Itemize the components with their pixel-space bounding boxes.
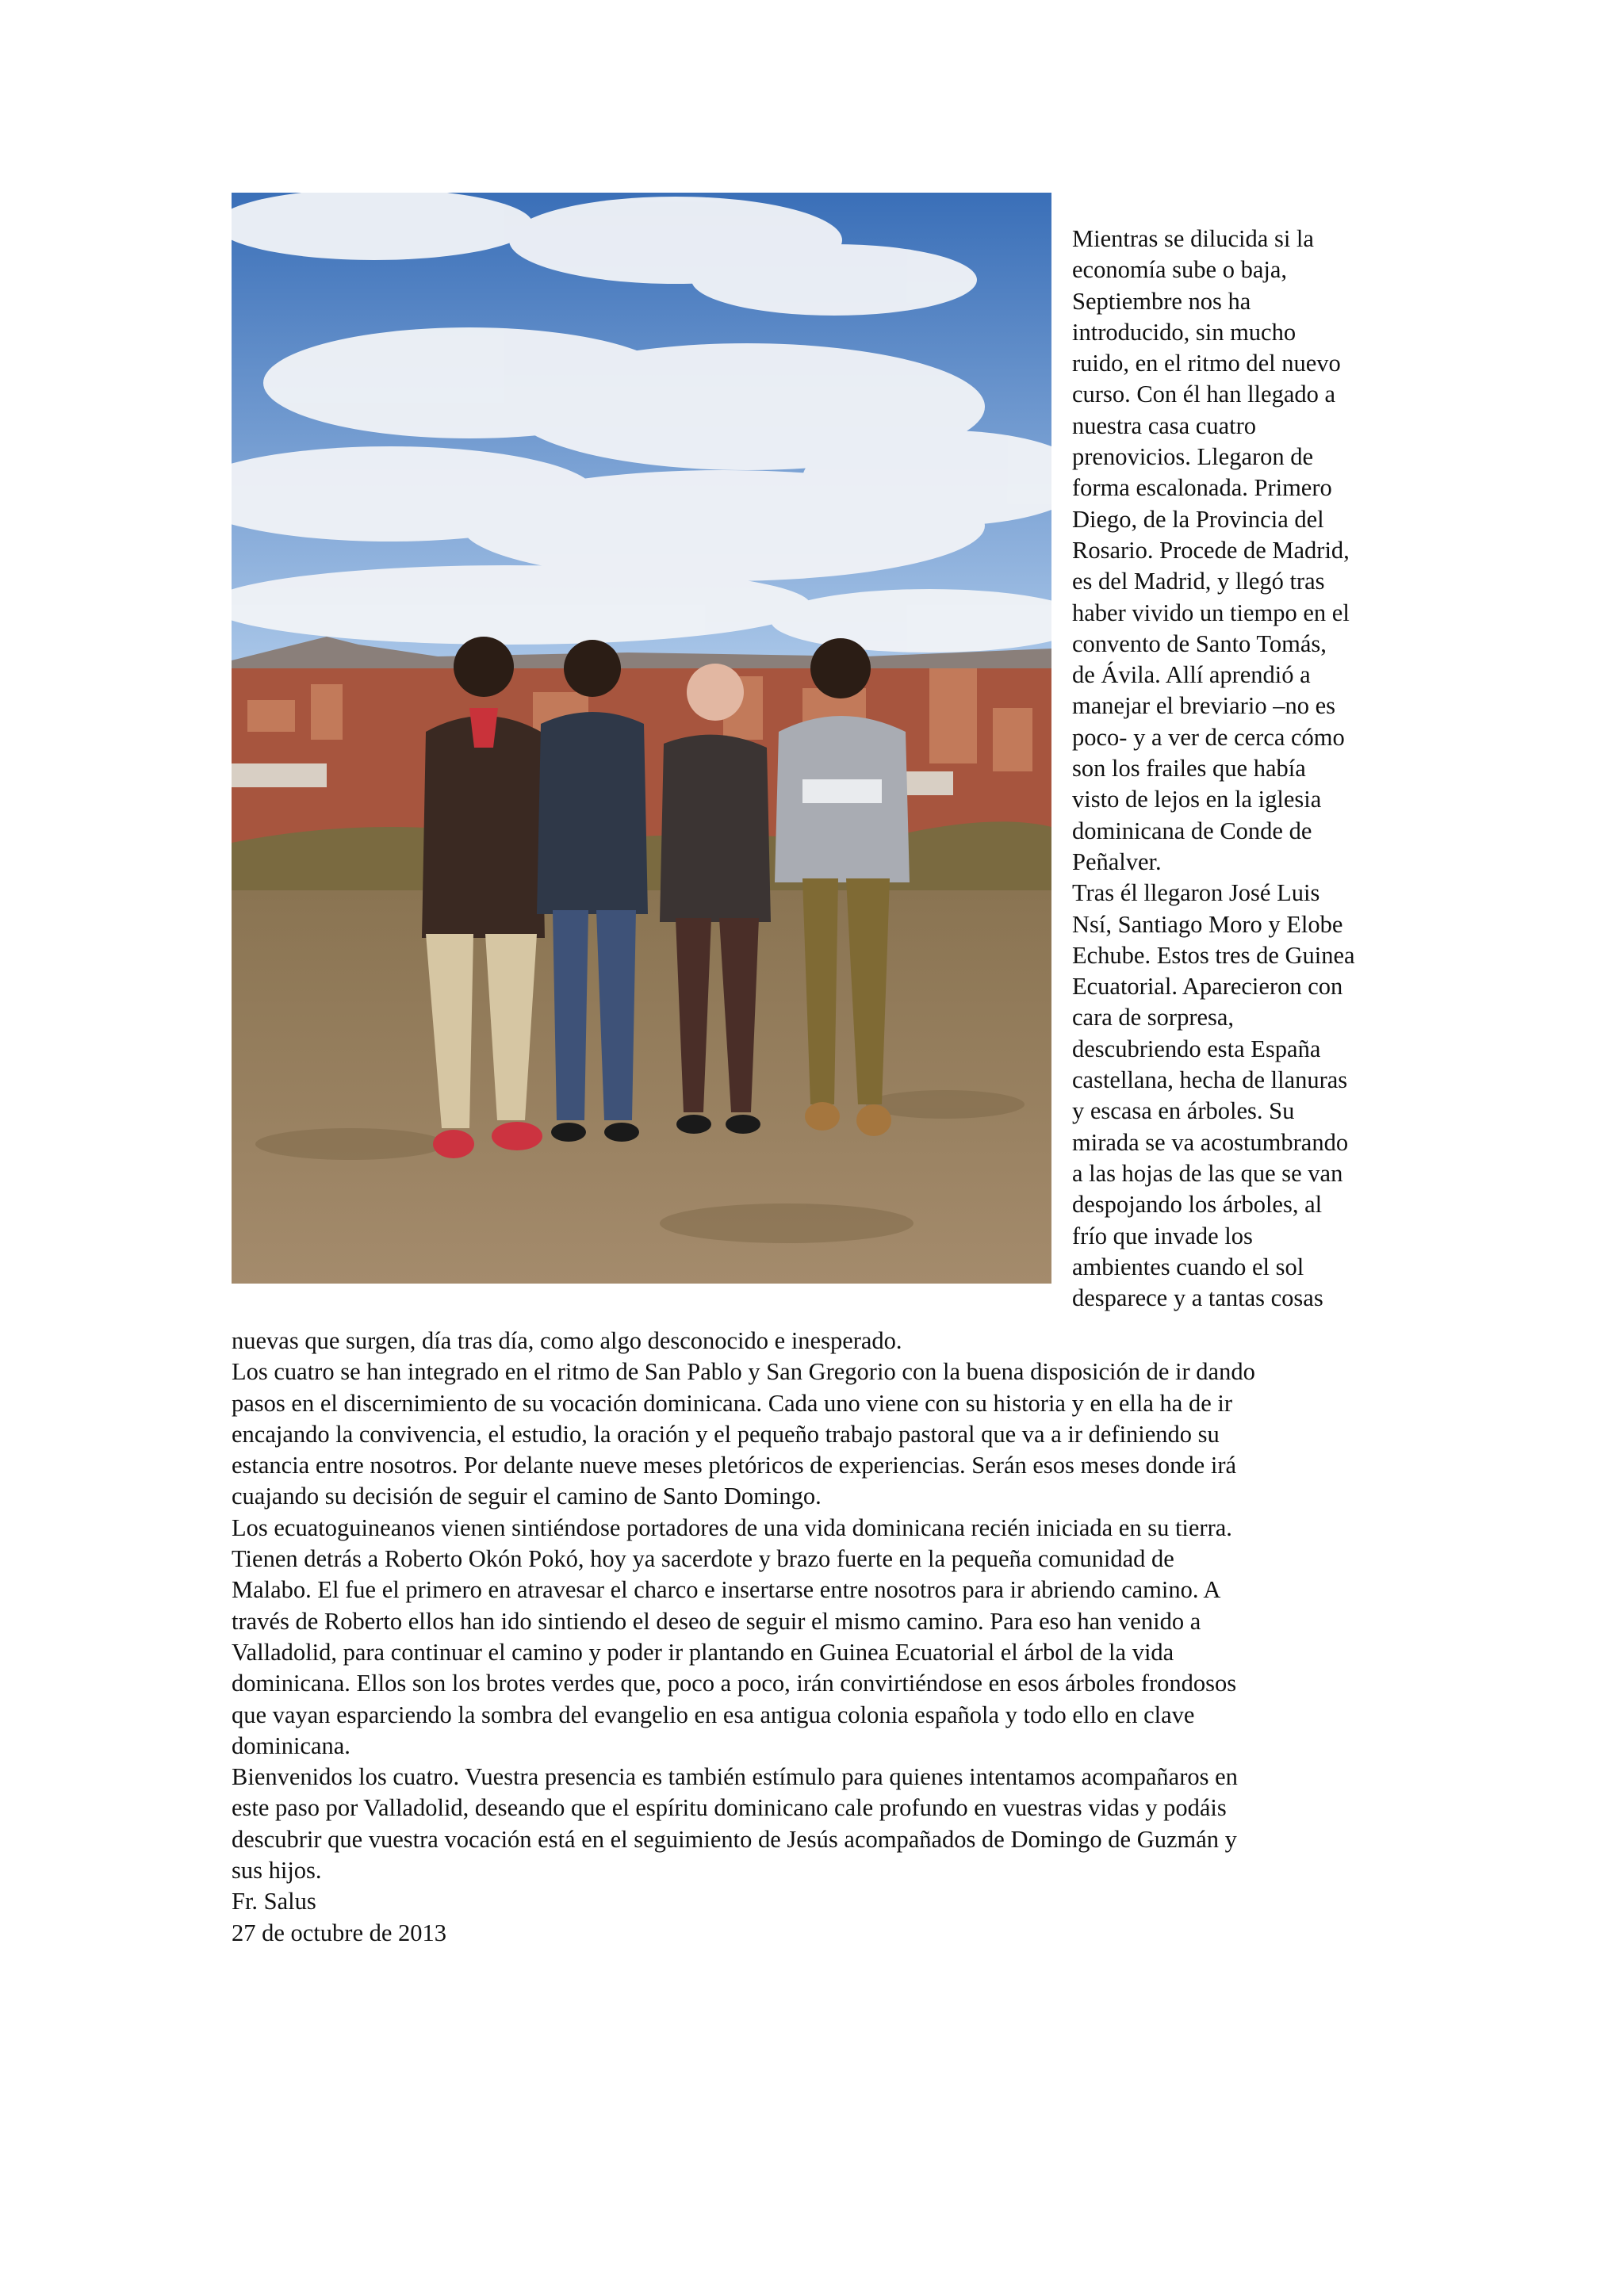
text-line: cuajando su decisión de seguir el camino de Santo Domingo.	[232, 1483, 822, 1510]
text-line: mirada se va acostumbrando	[1072, 1128, 1349, 1156]
text-line: convento de Santo Tomás,	[1072, 629, 1327, 657]
text-line: estancia entre nosotros. Por delante nueve meses pletóricos de experiencias. Serán esos meses donde irá	[232, 1452, 1237, 1479]
text-line: economía sube o baja,	[1072, 256, 1288, 284]
text-line: Rosario. Procede de Madrid,	[1072, 536, 1350, 564]
article-body-text	[232, 1326, 1397, 1949]
text-line: través de Roberto ellos han ido sintiendo el deseo de seguir el mismo camino. Para eso han venido a	[232, 1607, 1201, 1635]
text-line: Ecuatorial. Aparecieron con	[1072, 973, 1343, 1001]
text-line: y escasa en árboles. Su	[1072, 1097, 1295, 1125]
text-line: desparece y a tantas cosas	[1072, 1284, 1323, 1312]
text-line: Bienvenidos los cuatro. Vuestra presencia es también estímulo para quienes intentamos acompañaros en	[232, 1763, 1238, 1791]
text-line: introducido, sin mucho	[1072, 318, 1297, 346]
text-line: Los cuatro se han integrado en el ritmo de San Pablo y San Gregorio con la buena disposición de ir dando	[232, 1358, 1255, 1386]
text-line: dominicana.	[232, 1732, 350, 1759]
article-column-text	[1072, 224, 1397, 1314]
text-line: nuestra casa cuatro	[1072, 411, 1257, 439]
text-line: que vayan esparciendo la sombra del evangelio en esa antigua colonia española y todo ello en clave	[232, 1701, 1195, 1728]
text-line: ruido, en el ritmo del nuevo	[1072, 350, 1341, 377]
group-photo	[232, 193, 1051, 1284]
text-line: poco- y a ver de cerca cómo	[1072, 723, 1345, 751]
text-line: Tienen detrás a Roberto Okón Pokó, hoy ya sacerdote y brazo fuerte en la pequeña comunidad de	[232, 1545, 1174, 1573]
text-line: Malabo. El fue el primero en atravesar el charco e insertarse entre nosotros para ir abriendo camino. A	[232, 1576, 1221, 1604]
text-line: visto de lejos en la iglesia	[1072, 786, 1322, 813]
text-line: Tras él llegaron José Luis	[1072, 879, 1320, 907]
text-line: Peñalver.	[1072, 848, 1162, 875]
text-line: de Ávila. Allí aprendió a	[1072, 661, 1311, 689]
text-line: son los frailes que había	[1072, 755, 1306, 783]
text-line: sus hijos.	[232, 1857, 322, 1885]
text-line: Mientras se dilucida si la	[1072, 225, 1314, 252]
text-line: despojando los árboles, al	[1072, 1191, 1323, 1219]
text-line: encajando la convivencia, el estudio, la oración y el pequeño trabajo pastoral que va a ir definiendo su	[232, 1420, 1220, 1448]
text-line: pasos en el discernimiento de su vocación dominicana. Cada uno viene con su historia y en ella ha de ir	[232, 1389, 1232, 1417]
text-line: descubrir que vuestra vocación está en el seguimiento de Jesús acompañados de Domingo de Guzmán y	[232, 1825, 1237, 1853]
text-line: 27 de octubre de 2013	[232, 1919, 447, 1946]
text-line: dominicana. Ellos son los brotes verdes que, poco a poco, irán convirtiéndose en esos árboles frondosos	[232, 1670, 1237, 1697]
text-line: Los ecuatoguineanos vienen sintiéndose portadores de una vida dominicana recién iniciada en su tierra.	[232, 1513, 1232, 1541]
text-line: manejar el breviario –no es	[1072, 692, 1335, 720]
text-line: curso. Con él han llegado a	[1072, 381, 1336, 408]
text-line: Fr. Salus	[232, 1888, 316, 1915]
text-line: dominicana de Conde de	[1072, 817, 1312, 844]
text-line: a las hojas de las que se van	[1072, 1159, 1343, 1187]
group-photo-illustration	[232, 193, 1051, 1284]
text-line: Diego, de la Provincia del	[1072, 505, 1324, 533]
text-line: descubriendo esta España	[1072, 1035, 1321, 1062]
text-line: cara de sorpresa,	[1072, 1004, 1235, 1031]
text-line: es del Madrid, y llegó tras	[1072, 568, 1325, 595]
text-line: este paso por Valladolid, deseando que el espíritu dominicano cale profundo en vuestras vidas y podáis	[232, 1794, 1227, 1822]
text-line: Echube. Estos tres de Guinea	[1072, 941, 1355, 969]
text-line: nuevas que surgen, día tras día, como algo desconocido e inesperado.	[232, 1327, 902, 1354]
text-line: castellana, hecha de llanuras	[1072, 1066, 1348, 1094]
text-line: Valladolid, para continuar el camino y poder ir plantando en Guinea Ecuatorial el árbol de la vida	[232, 1638, 1174, 1666]
text-line: Nsí, Santiago Moro y Elobe	[1072, 910, 1343, 938]
text-line: ambientes cuando el sol	[1072, 1253, 1304, 1280]
text-line: forma escalonada. Primero	[1072, 474, 1332, 502]
text-line: haber vivido un tiempo en el	[1072, 599, 1350, 626]
text-line: prenovicios. Llegaron de	[1072, 443, 1314, 471]
text-line: Septiembre nos ha	[1072, 287, 1251, 315]
text-line: frío que invade los	[1072, 1222, 1253, 1249]
